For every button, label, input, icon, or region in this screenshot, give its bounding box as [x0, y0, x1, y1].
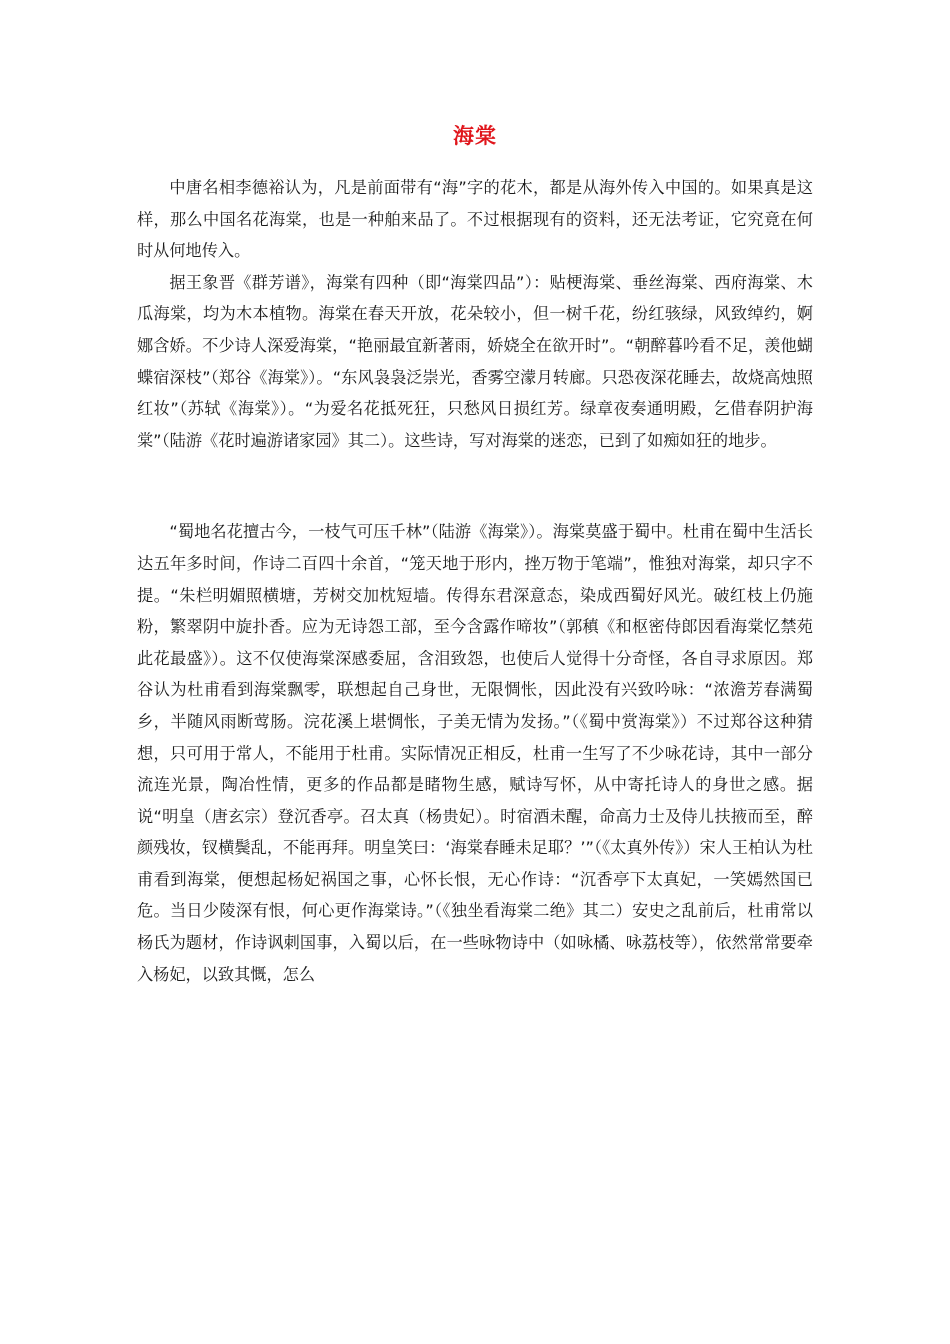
paragraph-2: 据王象晋《群芳谱》，海棠有四种（即“海棠四品”）：贴梗海棠、垂丝海棠、西府海棠、木瓜海棠，均为木本植物。海棠在春天开放，花朵较小，但一树千花，纷红骇绿，风致绰约，婀娜含娇。不少诗人深爱海棠，“艳丽最宜新著雨，娇娆全在欲开时”。“朝醉暮吟看不足，羡他蝴蝶宿深枝”（郑谷《海棠》）。“东风袅袅泛崇光，香雾空濛月转廊。只恐夜深花睡去，故烧高烛照红妆”（苏轼《海棠》）。“为爱名花抵死狂，只愁风日损红芳。绿章夜奏通明殿，乞借春阴护海棠”（陆游《花时遍游诸家园》其二）。这些诗，写对海棠的迷恋，已到了如痴如狂的地步。	[137, 272, 813, 450]
paragraph-1: 中唐名相李德裕认为，凡是前面带有“海”字的花木，都是从海外传入中国的。如果真是这样，那么中国名花海棠，也是一种舶来品了。不过根据现有的资料，还无法考证，它究竟在何时从何地传入。	[137, 178, 813, 261]
paragraph-3: “蜀地名花擅古今，一枝气可压千林”（陆游《海棠》）。海棠莫盛于蜀中。杜甫在蜀中生活长达五年多时间，作诗二百四十余首，“笼天地于形内，挫万物于笔端”，惟独对海棠，却只字不提。“朱栏明媚照横塘，芳树交加枕短墙。传得东君深意态，染成西蜀好风光。破红枝上仍施粉，繁翠阴中旋扑香。应为无诗怨工部，至今含露作啼妆”（郭稹《和枢密侍郎因看海棠忆禁苑此花最盛》）。这不仅使海棠深感委屈，含泪致怨，也使后人觉得十分奇怪，各自寻求原因。郑谷认为杜甫看到海棠飘零，联想起自己身世，无限惆怅，因此没有兴致吟咏：“浓澹芳春满蜀乡，半随风雨断莺肠。浣花溪上堪惆怅，子美无情为发扬。”（《蜀中赏海棠》）不过郑谷这种猜想，只可用于常人，不能用于杜甫。实际情况正相反，杜甫一生写了不少咏花诗，其中一部分流连光景，陶冶性情，更多的作品都是睹物生感，赋诗写怀，从中寄托诗人的身世之感。据说“明皇（唐玄宗）登沉香亭。召太真（杨贵妃）。时宿酒未醒，命高力士及侍儿扶掖而至，醉颜残妆，钗横鬓乱，不能再拜。明皇笑曰：‘海棠春睡未足耶？’”（《太真外传》）宋人王柏认为杜甫看到海棠，便想起杨妃祸国之事，心怀长恨，无心作诗：“沉香亭下太真妃，一笑嫣然国已危。当日少陵深有恨，何心更作海棠诗。”（《独坐看海棠二绝》其二）安史之乱前后，杜甫常以杨氏为题材，作诗讽刺国事，入蜀以后，在一些咏物诗中（如咏橘、咏荔枝等），依然常常要牵入杨妃，以致其慨，怎么	[137, 522, 813, 984]
paragraph-spacer	[137, 456, 813, 516]
document-title: 海棠	[453, 124, 497, 148]
document-body	[137, 172, 813, 990]
